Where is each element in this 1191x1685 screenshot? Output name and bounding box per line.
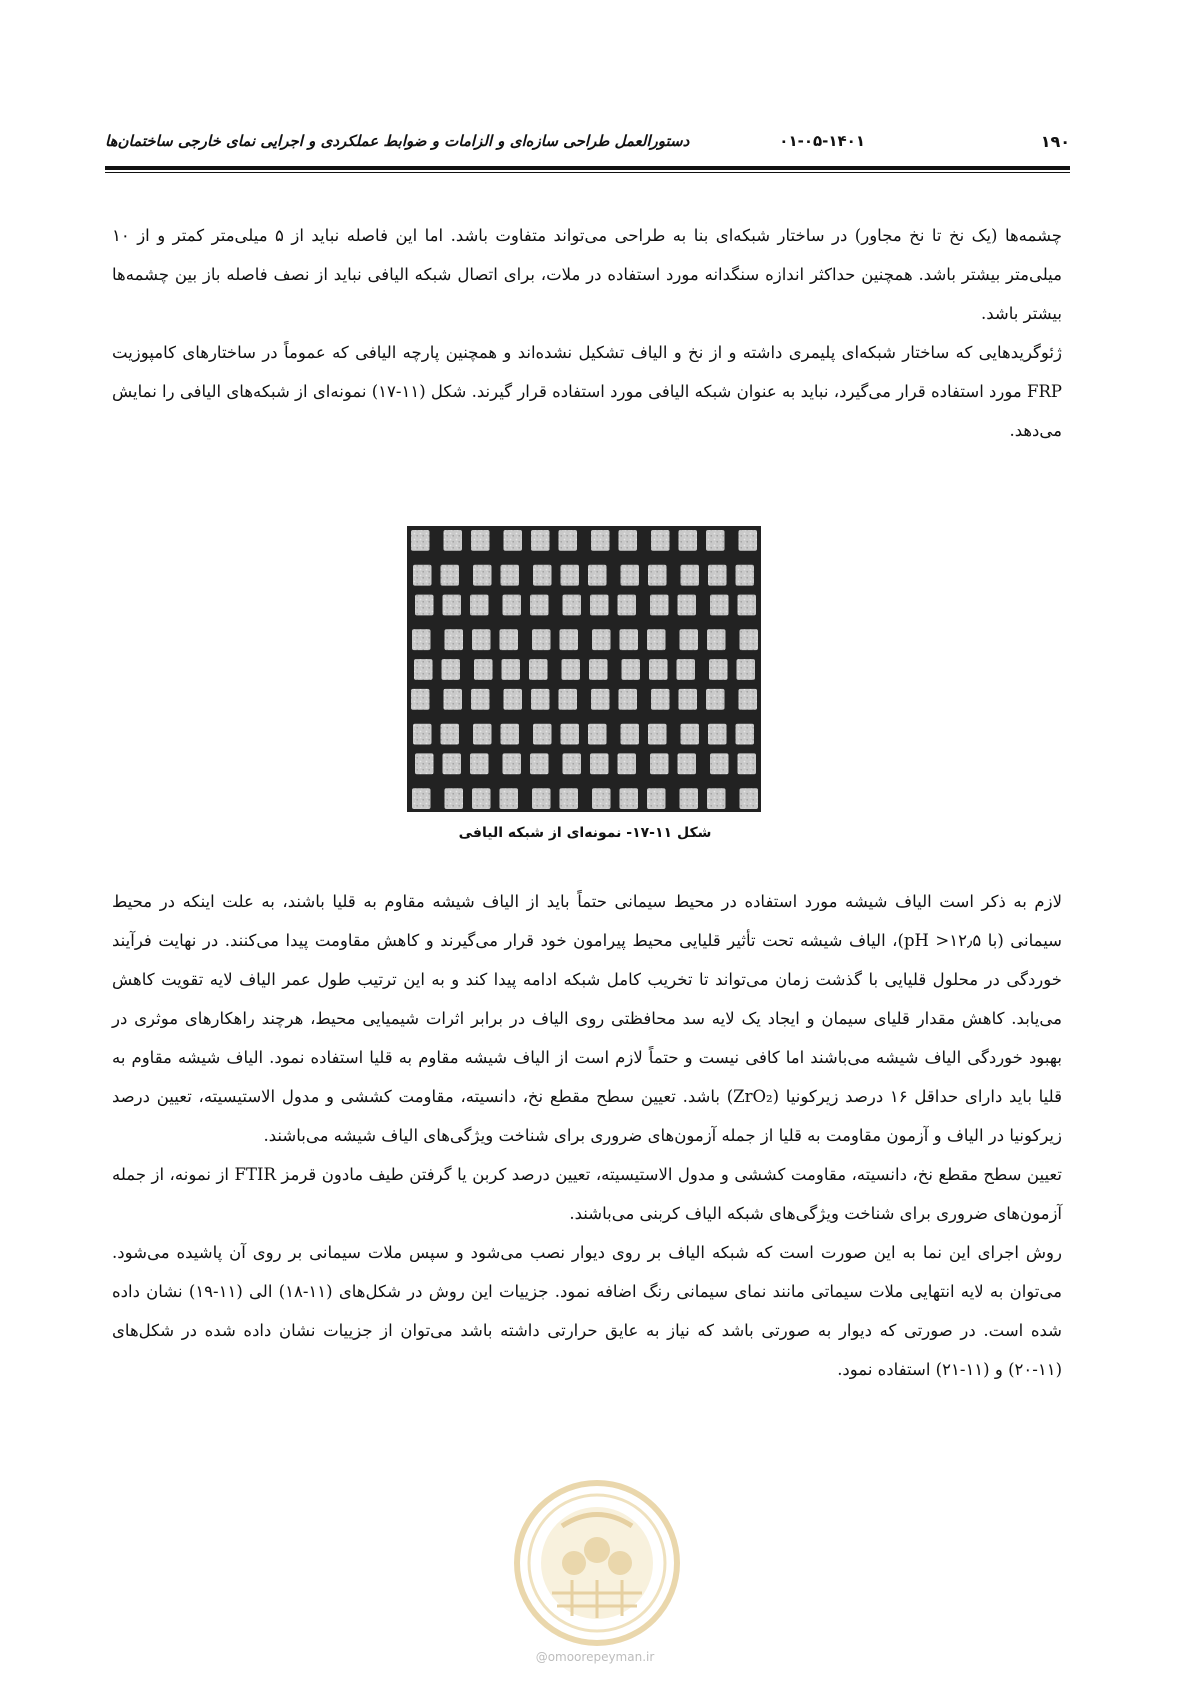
- mesh-cell: [443, 753, 462, 774]
- body-top: [112, 216, 1062, 450]
- mesh-cell: [413, 724, 432, 745]
- mesh-cell: [444, 689, 463, 710]
- mesh-cell: [533, 724, 552, 745]
- header-rule: [105, 166, 1070, 170]
- mesh-cell: [474, 659, 493, 680]
- mesh-cell: [472, 629, 491, 650]
- mesh-cell: [739, 689, 758, 710]
- mesh-cell: [561, 565, 580, 586]
- mesh-cell: [648, 724, 667, 745]
- mesh-cell: [709, 659, 728, 680]
- mesh-cell: [470, 595, 489, 616]
- mesh-cell: [411, 530, 430, 551]
- mesh-cell: [502, 659, 521, 680]
- mesh-cell: [473, 724, 492, 745]
- fiber-mesh-image: [407, 526, 761, 812]
- mesh-cell: [736, 724, 755, 745]
- mesh-cell: [532, 788, 551, 809]
- mesh-cell: [590, 753, 609, 774]
- mesh-cell: [411, 689, 430, 710]
- mesh-cell: [679, 689, 698, 710]
- mesh-cell: [441, 565, 460, 586]
- header-title: دستورالعمل طراحی سازه‌ای و الزامات و ضوابط عملکردی و اجرایی نمای خارجی ساختمان‌ها: [105, 132, 690, 150]
- mesh-cell: [560, 788, 579, 809]
- mesh-cell: [592, 788, 611, 809]
- mesh-cell: [650, 753, 669, 774]
- footer-watermark: @omoorepeyman.ir: [535, 1650, 655, 1664]
- mesh-cell: [415, 753, 434, 774]
- mesh-cell: [620, 629, 639, 650]
- mesh-cell: [736, 565, 755, 586]
- mesh-cell: [529, 659, 548, 680]
- mesh-cell: [679, 530, 698, 551]
- mesh-cell: [413, 565, 432, 586]
- page-header: [105, 128, 1070, 158]
- mesh-cell: [503, 595, 522, 616]
- mesh-cell: [471, 689, 490, 710]
- paragraph-installation: روش اجرای این نما به این صورت است که شبکه الیاف بر روی دیوار نصب می‌شود و سپس ملات سیمانی بر روی آن پاشیده می‌شود. می‌توان به لایه انتهایی ملات سیماتی مانند نمای سیمانی رنگ اضافه نمود. جزییات این روش در شکل‌های (۱۱-۱۸) الی (۱۱-۱۹) نشان داده شده است. در صورتی که دیوار به صورتی باشد که نیاز به عایق حرارتی داشته باشد می‌توان از جزییات نشان داده شده در شکل‌های (۱۱-۲۰) و (۱۱-۲۱) استفاده نمود.: [112, 1243, 1062, 1379]
- watermark-logo-icon: [512, 1478, 682, 1648]
- mesh-cell: [589, 659, 608, 680]
- mesh-cell: [590, 595, 609, 616]
- mesh-cell: [681, 724, 700, 745]
- mesh-cell: [561, 724, 580, 745]
- mesh-cell: [592, 629, 611, 650]
- mesh-cell: [706, 530, 725, 551]
- mesh-cell: [680, 629, 699, 650]
- mesh-cell: [740, 629, 759, 650]
- mesh-cell: [444, 530, 463, 551]
- mesh-cell: [415, 595, 434, 616]
- mesh-cell: [443, 595, 462, 616]
- mesh-cell: [471, 530, 490, 551]
- mesh-cell: [412, 629, 431, 650]
- mesh-cell: [739, 530, 758, 551]
- mesh-cell: [710, 753, 729, 774]
- figure-caption: شکل ۱۱-۱۷- نمونه‌ای از شبکه الیافی: [458, 825, 712, 841]
- mesh-cell: [473, 565, 492, 586]
- mesh-cell: [445, 629, 464, 650]
- mesh-cell: [562, 659, 581, 680]
- mesh-cell: [531, 530, 550, 551]
- paragraph-mesh-spacing: چشمه‌ها (یک نخ تا نخ مجاور) در ساختار شبکه‌ای بنا به طراحی می‌تواند متفاوت باشد. اما این فاصله نباید از ۵ میلی‌متر کمتر و از ۱۰ میلی‌متر بیشتر باشد. همچنین حداکثر اندازه سنگدانه مورد استفاده در ملات، برای اتصال شبکه الیافی نباید از نصف فاصله باز بین چشمه‌ها بیشتر باشد.: [112, 226, 1062, 323]
- mesh-cell: [710, 595, 729, 616]
- header-date: ۰۱-۰۵-۱۴۰۱: [779, 132, 865, 150]
- mesh-cell: [649, 659, 668, 680]
- header-rule-thin: [105, 172, 1070, 173]
- mesh-cell: [501, 565, 520, 586]
- mesh-cell: [441, 724, 460, 745]
- mesh-cell: [738, 753, 757, 774]
- paragraph-alkali-resistance: لازم به ذکر است الیاف شیشه مورد استفاده در محیط سیمانی حتماً باید از الیاف شیشه مقاوم به قلیا باشند، به علت اینکه در محیط سیمانی (با pH >۱۲٫۵)، الیاف شیشه تحت تأثیر قلیایی محیط پیرامون خود قرار می‌گیرند و کاهش مقاومت پیدا می‌کنند. در نهایت فرآیند خوردگی در محلول قلیایی با گذشت زمان می‌تواند تا تخریب کامل شبکه ادامه پیدا کند و به این ترتیب طول عمر الیاف لایه تقویت کاهش می‌یابد. کاهش مقدار قلیای سیمان و ایجاد یک لایه سد محافظتی روی الیاف در برابر اثرات شیمیایی محیط، هرچند راهکارهای موثری در بهبود خوردگی الیاف شیشه می‌باشند اما کافی نیست و حتماً لازم است از الیاف شیشه مقاوم به قلیا استفاده نمود. الیاف شیشه مقاوم به قلیا باید دارای حداقل ۱۶ درصد زیرکونیا (ZrO₂) باشد. تعیین سطح مقطع نخ، دانسیته، مقاومت کششی و مدول الاستیسیته، تعیین درصد زیرکونیا در الیاف و آزمون مقاومت به قلیا از جمله آزمون‌های ضروری برای شناخت ویژگی‌های الیاف شیشه می‌باشند.: [112, 892, 1063, 1145]
- mesh-cell: [622, 659, 641, 680]
- mesh-cell: [651, 689, 670, 710]
- body-bottom: [112, 882, 1062, 1389]
- page-number: ۱۹۰: [1040, 132, 1070, 151]
- mesh-cell: [530, 595, 549, 616]
- mesh-cell: [738, 595, 757, 616]
- mesh-cell: [678, 753, 697, 774]
- mesh-cell: [620, 788, 639, 809]
- paragraph-carbon-tests: تعیین سطح مقطع نخ، دانسیته، مقاومت کششی و مدول الاستیسیته، تعیین درصد کربن یا گرفتن طیف مادون قرمز FTIR از نمونه، از جمله آزمون‌های ضروری برای شناخت ویژگی‌های شبکه الیاف کربنی می‌باشند.: [112, 1165, 1062, 1223]
- mesh-cell: [560, 629, 579, 650]
- mesh-cell: [647, 629, 666, 650]
- mesh-cell: [681, 565, 700, 586]
- mesh-cell: [500, 788, 519, 809]
- mesh-cell: [588, 565, 607, 586]
- mesh-cell: [563, 753, 582, 774]
- mesh-cell: [531, 689, 550, 710]
- mesh-cell: [619, 689, 638, 710]
- mesh-cell: [563, 595, 582, 616]
- mesh-cell: [708, 565, 727, 586]
- fiber-mesh-illustration: [407, 526, 761, 812]
- mesh-cell: [707, 629, 726, 650]
- mesh-cell: [650, 595, 669, 616]
- mesh-cell: [680, 788, 699, 809]
- mesh-cell: [412, 788, 431, 809]
- mesh-cell: [707, 788, 726, 809]
- mesh-cell: [591, 530, 610, 551]
- mesh-cell: [678, 595, 697, 616]
- mesh-cell: [618, 753, 637, 774]
- mesh-cell: [530, 753, 549, 774]
- mesh-cell: [504, 689, 523, 710]
- mesh-cell: [647, 788, 666, 809]
- mesh-cell: [504, 530, 523, 551]
- mesh-cell: [472, 788, 491, 809]
- mesh-cell: [619, 530, 638, 551]
- mesh-cell: [621, 724, 640, 745]
- mesh-cell: [651, 530, 670, 551]
- mesh-cell: [559, 689, 578, 710]
- mesh-cell: [648, 565, 667, 586]
- mesh-cell: [445, 788, 464, 809]
- paragraph-geogrid: ژئوگریدهایی که ساختار شبکه‌ای پلیمری داشته و از نخ و الیاف تشکیل نشده‌اند و همچنین پارچه الیافی که عموماً در ساختارهای کامپوزیت FRP مورد استفاده قرار می‌گیرد، نباید به عنوان شبکه الیافی مورد استفاده قرار گیرند. شکل (۱۱-۱۷) نمونه‌ای از شبکه‌های الیافی را نمایش می‌دهد.: [112, 343, 1062, 440]
- mesh-cell: [532, 629, 551, 650]
- mesh-cell: [588, 724, 607, 745]
- mesh-cell: [503, 753, 522, 774]
- mesh-cell: [533, 565, 552, 586]
- mesh-cell: [740, 788, 759, 809]
- mesh-cell: [501, 724, 520, 745]
- mesh-cell: [706, 689, 725, 710]
- mesh-cell: [618, 595, 637, 616]
- mesh-cell: [442, 659, 461, 680]
- mesh-cell: [621, 565, 640, 586]
- mesh-cell: [500, 629, 519, 650]
- mesh-cell: [470, 753, 489, 774]
- mesh-cell: [414, 659, 433, 680]
- mesh-cell: [677, 659, 696, 680]
- mesh-cell: [737, 659, 756, 680]
- mesh-cell: [591, 689, 610, 710]
- mesh-cell: [559, 530, 578, 551]
- mesh-cell: [708, 724, 727, 745]
